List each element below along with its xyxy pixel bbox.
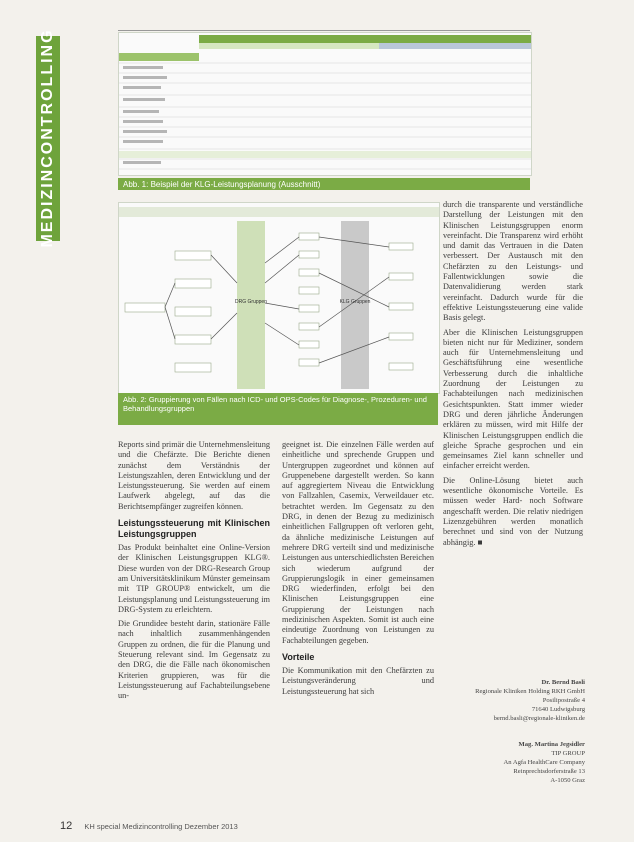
diagram-center-label: DRG Gruppen — [235, 299, 267, 305]
section-tab — [36, 28, 60, 248]
author-name: Dr. Bernd Basli — [541, 679, 585, 686]
author-org: TIP GROUP — [551, 750, 585, 757]
author-city: A-1050 Graz — [550, 777, 585, 784]
author-street: Posilipostraße 4 — [542, 697, 585, 704]
article-column-3 — [443, 200, 583, 552]
figure-1-graphic — [119, 33, 531, 175]
author-block-2 — [440, 740, 585, 785]
author-street: Reinprechtsdorferstraße 13 — [513, 768, 585, 775]
figure-1-table — [118, 32, 532, 176]
page-number: 12 — [60, 820, 73, 832]
author-name: Mag. Martina Jegsidler — [518, 741, 585, 748]
section-heading: Vorteile — [282, 651, 315, 662]
paragraph: geeignet ist. Die einzelnen Fälle werden auf einheitliche und sprechende Gruppen und Untergruppen zugeordnet und können auf Gruppenebene dargestellt werden. So kann auf aggregiertem Niveau die Entwicklung von Fallzahlen, Casemix, Verweildauer etc. betrachtet werden. Im Gegensatz zu den DRG, in denen der Bezug zu medizinisch einheitlichen Fallgruppen oft verloren geht, da ähnliche medizinische Leistungen auf mehrere DRG verteilt sind und medizinische Leistungen aus unterschiedlichsten Bereichen sich wiederum aufgrund der Gruppierungslogik in einer gemeinsamen DRG wiederfinden, erfolgt bei den Klinischen Leistungsgruppen eine Gruppierung der Leistungen nach medizinischen Aspekten. Somit ist auch eine eindeutige Zuordnung von Leistungen zu Fachabteilungen gegeben. — [282, 440, 434, 645]
paragraph: Reports sind primär die Unternehmensleitung und die Chefärzte. Die Berichte dienen zunächst dem Verständnis der Leistungszahlen, deren Entwicklung und der Leistungssteuerung. Sie werden auf einem Laufwerk abgelegt, auf das die Berichtsempfänger zugreifen können. — [118, 440, 270, 511]
article-column-2 — [282, 440, 434, 701]
paragraph: durch die transparente und verständliche Darstellung der Leistungen mit den Klinischen Leistungsgruppen enorm vereinfacht. Die Transparenz wird erhöht und damit das Vertrauen in die Daten verbessert. Der Austausch mit den Chefärzten zu den Leistungs- und Fallentwicklungen sowie die Datenvalidierung werden stark vereinfacht. Dadurch wurde für die effektive Leistungssteuerung eine valide Basis gelegt. — [443, 200, 583, 323]
top-rule — [118, 30, 530, 31]
author-org: Regionale Kliniken Holding RKH GmbH — [475, 688, 585, 695]
paragraph: Die Online-Lösung bietet auch wesentliche ökonomische Vorteile. Es müssen weder Hard- noch Software angeschafft werden. Die relativ niedrigen Lizenzgebühren werden monatlich berechnet und sind von der Nutzung abhängig. ■ — [443, 475, 583, 547]
page-footer — [60, 820, 238, 832]
figure-2-diagram — [118, 202, 440, 394]
figure-1-caption: Abb. 1: Beispiel der KLG-Leistungsplanung (Ausschnitt) — [118, 178, 530, 190]
article-column-1 — [118, 440, 270, 706]
figure-2-caption: Abb. 2: Gruppierung von Fällen nach ICD- und OPS-Codes für Diagnose-, Prozeduren- und Behandlungsgruppen — [118, 393, 438, 425]
diagram-center-label: KLG Gruppen — [339, 299, 371, 305]
author-email[interactable]: bernd.basli@regionale-kliniken.de — [493, 715, 585, 722]
paragraph: Das Produkt beinhaltet eine Online-Version der Klinischen Leistungsgruppen KLG®. Diese wurden von der DRG-Research Group am Universitätsklinikum Münster gemeinsam mit TIP GROUP® entwickelt, um die Leistungsplanung und Leistungssteuerung im DRG-System zu erleichtern. — [118, 543, 270, 614]
section-heading: Leistungssteuerung mit Klinischen Leistungsgruppen — [118, 518, 270, 540]
author-org-2: An Agfa HealthCare Company — [503, 759, 585, 766]
author-city: 71640 Ludwigsburg — [531, 706, 585, 713]
footer-text: KH special Medizincontrolling Dezember 2013 — [84, 822, 238, 831]
paragraph: Die Kommunikation mit den Chefärzten zu Leistungsveränderung und Leistungssteuerung hat sich — [282, 665, 434, 696]
paragraph: Die Grundidee besteht darin, stationäre Fälle nach inhaltlich zusammenhängenden Gruppen zu ordnen, die für die Planung und Steuerung relevant sind. Im Gegensatz zu den DRG, die die Fälle nach ökonomischen Kriterien gruppieren, was für die Leistungssteuerung auf Fachabteilungsebene un- — [118, 619, 270, 701]
section-tab-label: MEDIZINCONTROLLING — [39, 28, 56, 248]
author-block-1 — [440, 678, 585, 723]
figure-2-graphic — [119, 203, 439, 393]
paragraph: Aber die Klinischen Leistungsgruppen bieten nicht nur für Mediziner, sondern auch für Unternehmensleitung und Geschäftsführung eine wesentliche Verbesserung durch die inhaltliche Zuordnung der Leistungen zu Fachabteilungen nach medizinischen Gesichtspunkten. Statt immer wieder DRG und deren jährliche Änderungen erklären zu müssen, wird mit Hilfe der Klinischen Leistungsgruppen endlich die gleiche Sprache gesprochen und ein gemeinsames Ziel kann schneller und einfacher erreicht werden. — [443, 327, 583, 471]
